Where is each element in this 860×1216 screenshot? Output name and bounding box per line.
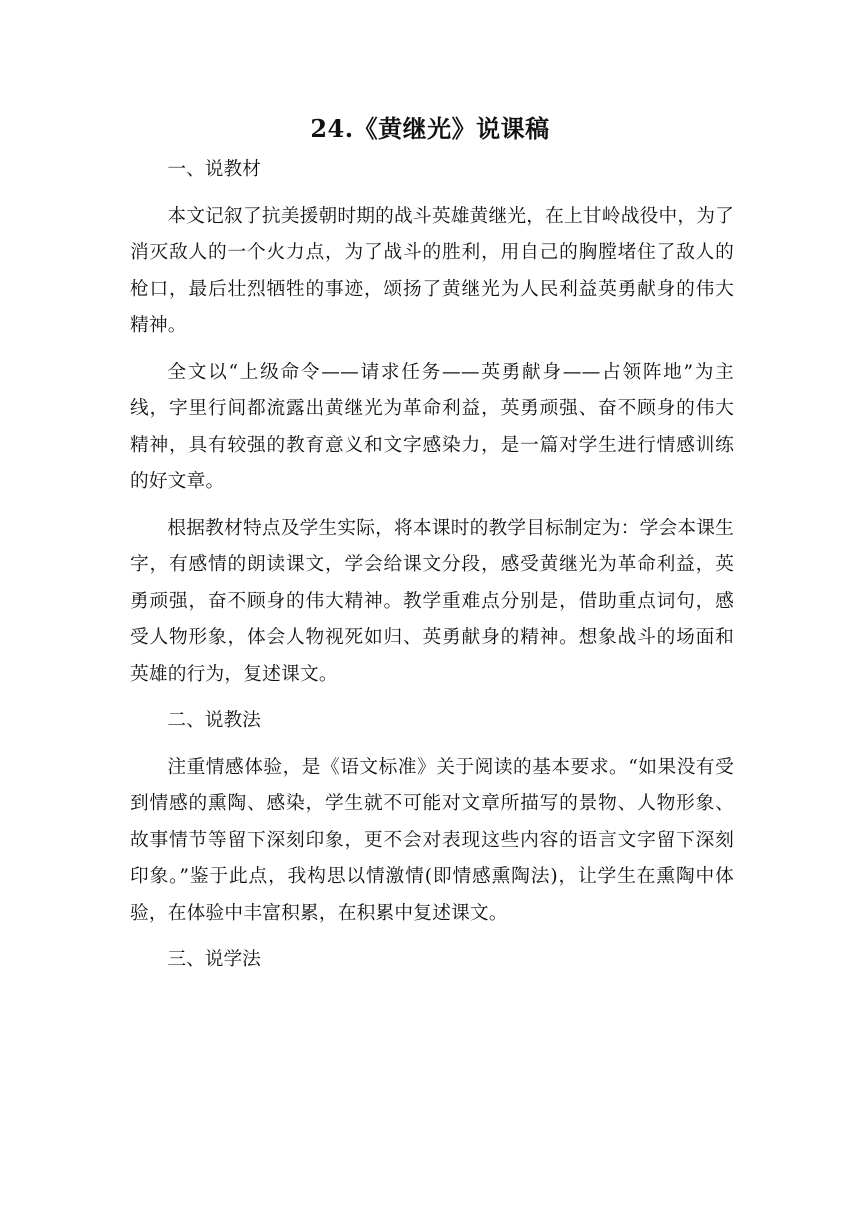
paragraph-textbook-summary: 本文记叙了抗美援朝时期的战斗英雄黄继光，在上甘岭战役中，为了消灭敌人的一个火力点，为了战斗的胜利，用自己的胸膛堵住了敌人的枪口，最后壮烈牺牲的事迹，颂扬了黄继光为人民利益英勇献身的伟大精神。	[130, 205, 735, 336]
section-heading-textbook: 一、说教材	[167, 159, 261, 180]
document-body	[130, 152, 734, 989]
section-heading-teaching-method: 二、说教法	[167, 710, 261, 731]
document-title: 24.《黄继光》说课稿	[310, 114, 550, 143]
section-heading-learning-method: 三、说学法	[167, 949, 261, 970]
paragraph-textbook-theme: 全文以“上级命令——请求任务——英勇献身——占领阵地”为主线，字里行间都流露出黄继光为革命利益，英勇顽强、奋不顾身的伟大精神，具有较强的教育意义和文字感染力，是一篇对学生进行情感训练的好文章。	[130, 361, 734, 492]
paragraph-teaching-method: 注重情感体验，是《语文标准》关于阅读的基本要求。“如果没有受到情感的熏陶、感染，学生就不可能对文章所描写的景物、人物形象、故事情节等留下深刻印象，更不会对表现这些内容的语言文字留下深刻印象。”鉴于此点，我构思以情激情(即情感熏陶法)，让学生在熏陶中体验，在体验中丰富积累，在积累中复述课文。	[130, 756, 734, 924]
paragraph-teaching-goals: 根据教材特点及学生实际，将本课时的教学目标制定为：学会本课生字，有感情的朗读课文，学会给课文分段，感受黄继光为革命利益，英勇顽强，奋不顾身的伟大精神。教学重难点分别是，借助重点词句，感受人物形象，体会人物视死如归、英勇献身的精神。想象战斗的场面和英雄的行为，复述课文。	[130, 517, 735, 685]
